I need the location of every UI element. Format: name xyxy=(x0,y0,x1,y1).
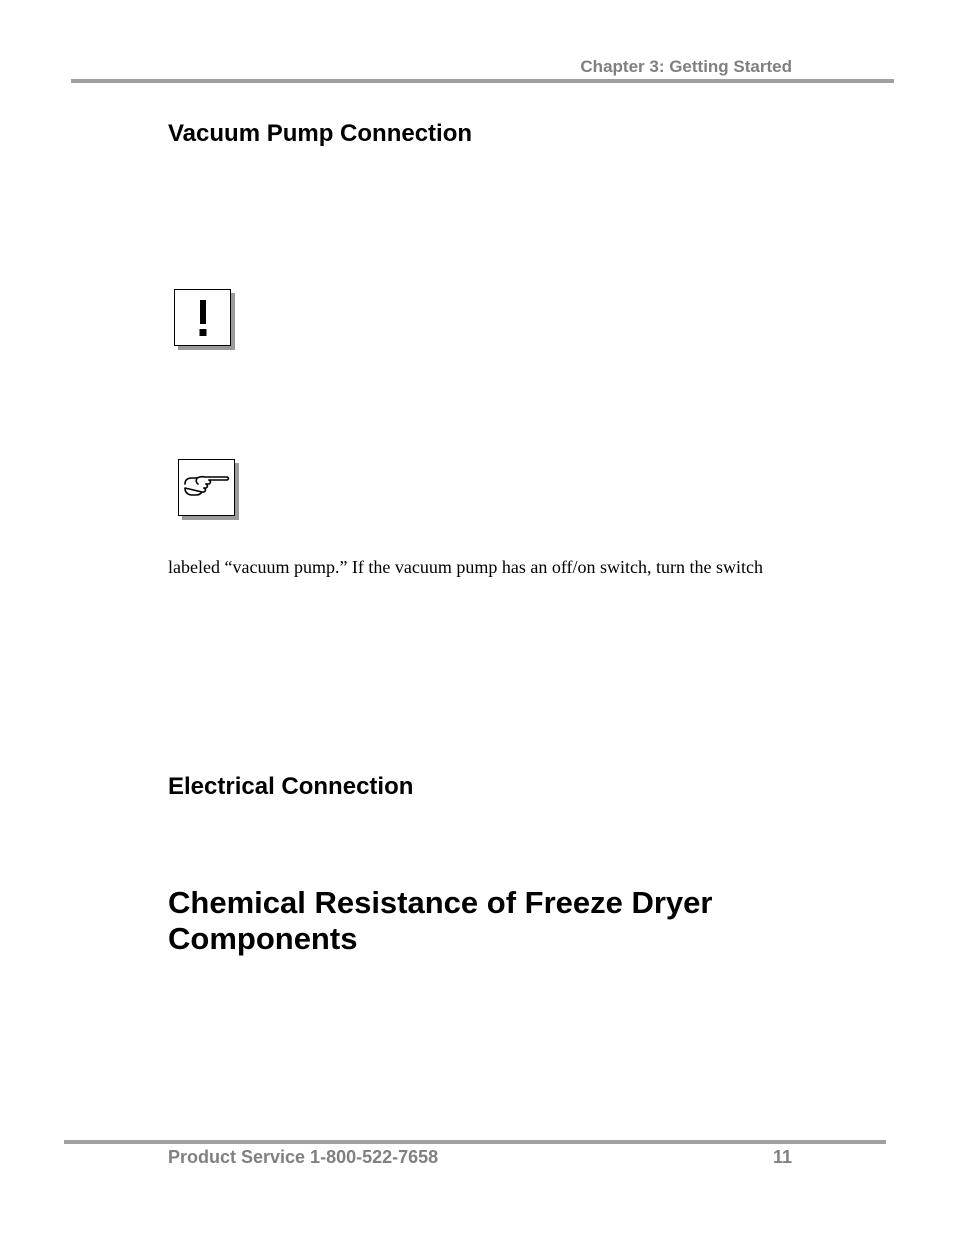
vacuum-pump-heading: Vacuum Pump Connection xyxy=(168,120,473,147)
vacuum-pump-instruction: labeled “vacuum pump.” If the vacuum pump has an off/on switch, turn the switch xyxy=(168,557,764,577)
footer-rule xyxy=(64,1140,886,1144)
chapter-header: Chapter 3: Getting Started xyxy=(580,57,792,76)
electrical-connection-heading: Electrical Connection xyxy=(168,773,414,800)
product-service-footer: Product Service 1-800-522-7658 xyxy=(168,1147,439,1167)
chemical-resistance-heading: Chemical Resistance of Freeze Dryer Components xyxy=(168,885,713,956)
page-number: 11 xyxy=(772,1147,792,1167)
header-rule xyxy=(71,79,894,83)
pointing-hand-icon xyxy=(178,459,235,516)
caution-icon xyxy=(174,289,231,346)
